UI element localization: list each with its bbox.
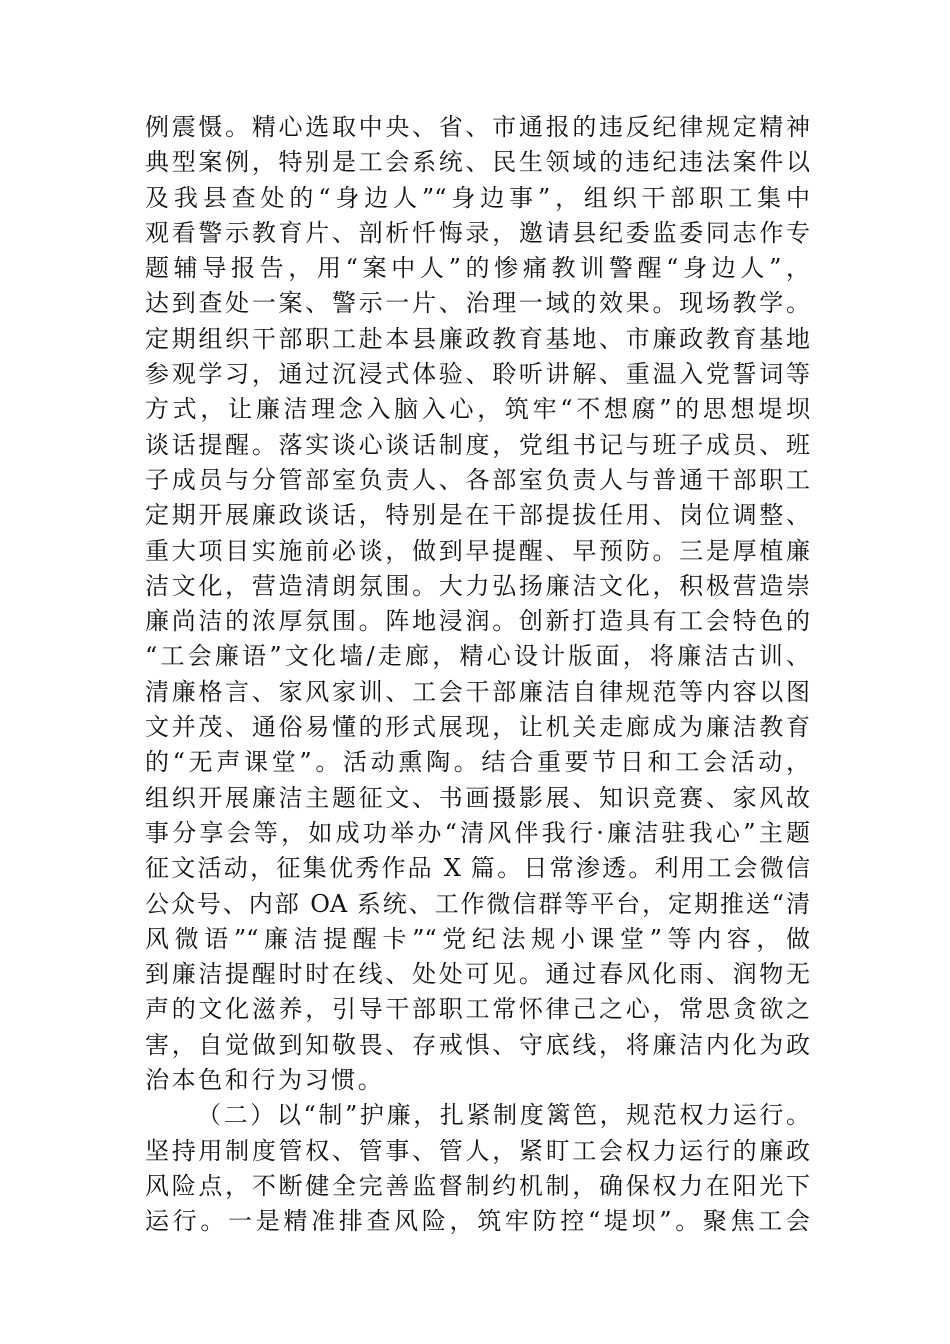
text-line: 定期组织干部职工赴本县廉政教育基地、市廉政教育基地 bbox=[145, 324, 810, 353]
text-line: 到廉洁提醒时时在线、处处可见。通过春风化雨、润物无 bbox=[145, 960, 810, 989]
text-line: 方式，让廉洁理念入脑入心，筑牢“不想腐”的思想堤坝 bbox=[145, 395, 810, 424]
text-line: 文并茂、通俗易懂的形式展现，让机关走廊成为廉洁教育 bbox=[145, 713, 810, 742]
document-page bbox=[145, 110, 810, 1240]
text-line: “工会廉语”文化墙/走廊，精心设计版面，将廉洁古训、 bbox=[145, 642, 810, 671]
text-line: 声的文化滋养，引导干部职工常怀律己之心，常思贪欲之 bbox=[145, 995, 810, 1024]
text-line: 事分享会等，如成功举办“清风伴我行·廉洁驻我心”主题 bbox=[145, 818, 810, 847]
paragraph-end-line: 治本色和行为习惯。 bbox=[145, 1066, 385, 1095]
text-line: 害，自觉做到知敬畏、存戒惧、守底线，将廉洁内化为政 bbox=[145, 1030, 810, 1059]
text-line: 组织开展廉洁主题征文、书画摄影展、知识竞赛、家风故 bbox=[145, 783, 810, 812]
text-line: 风微语”“廉洁提醒卡”“党纪法规小课堂”等内容，做 bbox=[145, 924, 810, 953]
text-line: 洁文化，营造清朗氛围。大力弘扬廉洁文化，积极营造崇 bbox=[145, 571, 810, 600]
section-heading-line: （二）以“制”护廉，扎紧制度篱笆，规范权力运行。 bbox=[197, 1101, 810, 1130]
text-line: 重大项目实施前必谈，做到早提醒、早预防。三是厚植廉 bbox=[145, 536, 810, 565]
text-line: 及我县查处的“身边人”“身边事”，组织干部职工集中 bbox=[145, 183, 810, 212]
text-line: 参观学习，通过沉浸式体验、聆听讲解、重温入党誓词等 bbox=[145, 360, 810, 389]
text-line: 题辅导报告，用“案中人”的惨痛教训警醒“身边人”， bbox=[145, 254, 810, 283]
text-line: 例震慑。精心选取中央、省、市通报的违反纪律规定精神 bbox=[145, 113, 810, 141]
text-line: 定期开展廉政谈话，特别是在干部提拔任用、岗位调整、 bbox=[145, 501, 810, 530]
text-line: 达到查处一案、警示一片、治理一域的效果。现场教学。 bbox=[145, 289, 810, 318]
text-line: 观看警示教育片、剖析忏悔录，邀请县纪委监委同志作专 bbox=[145, 218, 810, 247]
text-line: 运行。一是精准排查风险，筑牢防控“堤坝”。聚焦工会 bbox=[145, 1207, 810, 1236]
text-line: 公众号、内部 OA 系统、工作微信群等平台，定期推送“清 bbox=[145, 889, 810, 918]
text-line: 谈话提醒。落实谈心谈话制度，党组书记与班子成员、班 bbox=[145, 430, 810, 459]
text-line: 征文活动，征集优秀作品 X 篇。日常渗透。利用工会微信 bbox=[145, 854, 810, 883]
text-line: 的“无声课堂”。活动熏陶。结合重要节日和工会活动， bbox=[145, 748, 810, 777]
text-line: 典型案例，特别是工会系统、民生领域的违纪违法案件以 bbox=[145, 148, 810, 177]
text-line: 风险点，不断健全完善监督制约机制，确保权力在阳光下 bbox=[145, 1171, 810, 1200]
text-line: 清廉格言、家风家训、工会干部廉洁自律规范等内容以图 bbox=[145, 677, 810, 706]
text-line: 廉尚洁的浓厚氛围。阵地浸润。创新打造具有工会特色的 bbox=[145, 607, 810, 636]
text-line: 子成员与分管部室负责人、各部室负责人与普通干部职工 bbox=[145, 465, 810, 494]
text-line: 坚持用制度管权、管事、管人，紧盯工会权力运行的廉政 bbox=[145, 1136, 810, 1165]
